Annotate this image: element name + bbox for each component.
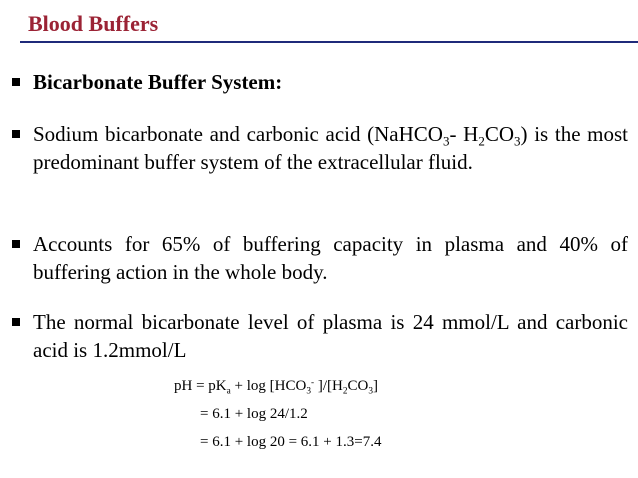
text-segment: ) is the most predominant buffer system of the extracellular fluid.: [33, 122, 629, 174]
text-segment: Sodium bicarbonate and carbonic acid (NaHCO: [33, 122, 443, 146]
text-segment: CO: [484, 122, 515, 146]
superscript: -: [310, 377, 315, 388]
equation-line-1: [174, 376, 378, 396]
subscript: 3: [514, 133, 521, 149]
eq-text: ]/[H: [314, 378, 343, 394]
bullet-sodium-bicarbonate: [33, 120, 628, 176]
subscript: 2: [478, 133, 485, 149]
title-underline: [20, 41, 638, 43]
subscript: 3: [306, 386, 311, 397]
bullet-normal-levels: The normal bicarbonate level of plasma is 24 mmol/L and carbonic acid is 1.2mmol/L: [33, 310, 628, 362]
bullet-marker-4: [12, 318, 20, 326]
bullet-marker-3: [12, 240, 20, 248]
eq-text: ]: [372, 378, 378, 394]
subscript: a: [226, 386, 231, 397]
eq-text: + log [HCO: [230, 378, 307, 394]
eq-text: CO: [347, 378, 369, 394]
equation-line-2: = 6.1 + log 24/1.2: [200, 406, 308, 422]
slide-title: Blood Buffers: [28, 11, 159, 36]
bullet-buffering-capacity: Accounts for 65% of buffering capacity in plasma and 40% of buffering action in the whole body.: [33, 232, 628, 284]
subscript: 3: [368, 386, 373, 397]
subscript: 2: [342, 386, 348, 397]
bullet-marker-1: [12, 78, 20, 86]
bullet-bicarbonate-heading: Bicarbonate Buffer System:: [33, 70, 283, 94]
eq-text: pH = pK: [174, 378, 227, 394]
bullet-marker-2: [12, 130, 20, 138]
text-segment: - H: [449, 122, 479, 146]
subscript: 3: [442, 133, 450, 149]
equation-line-3: = 6.1 + log 20 = 6.1 + 1.3=7.4: [200, 434, 382, 450]
